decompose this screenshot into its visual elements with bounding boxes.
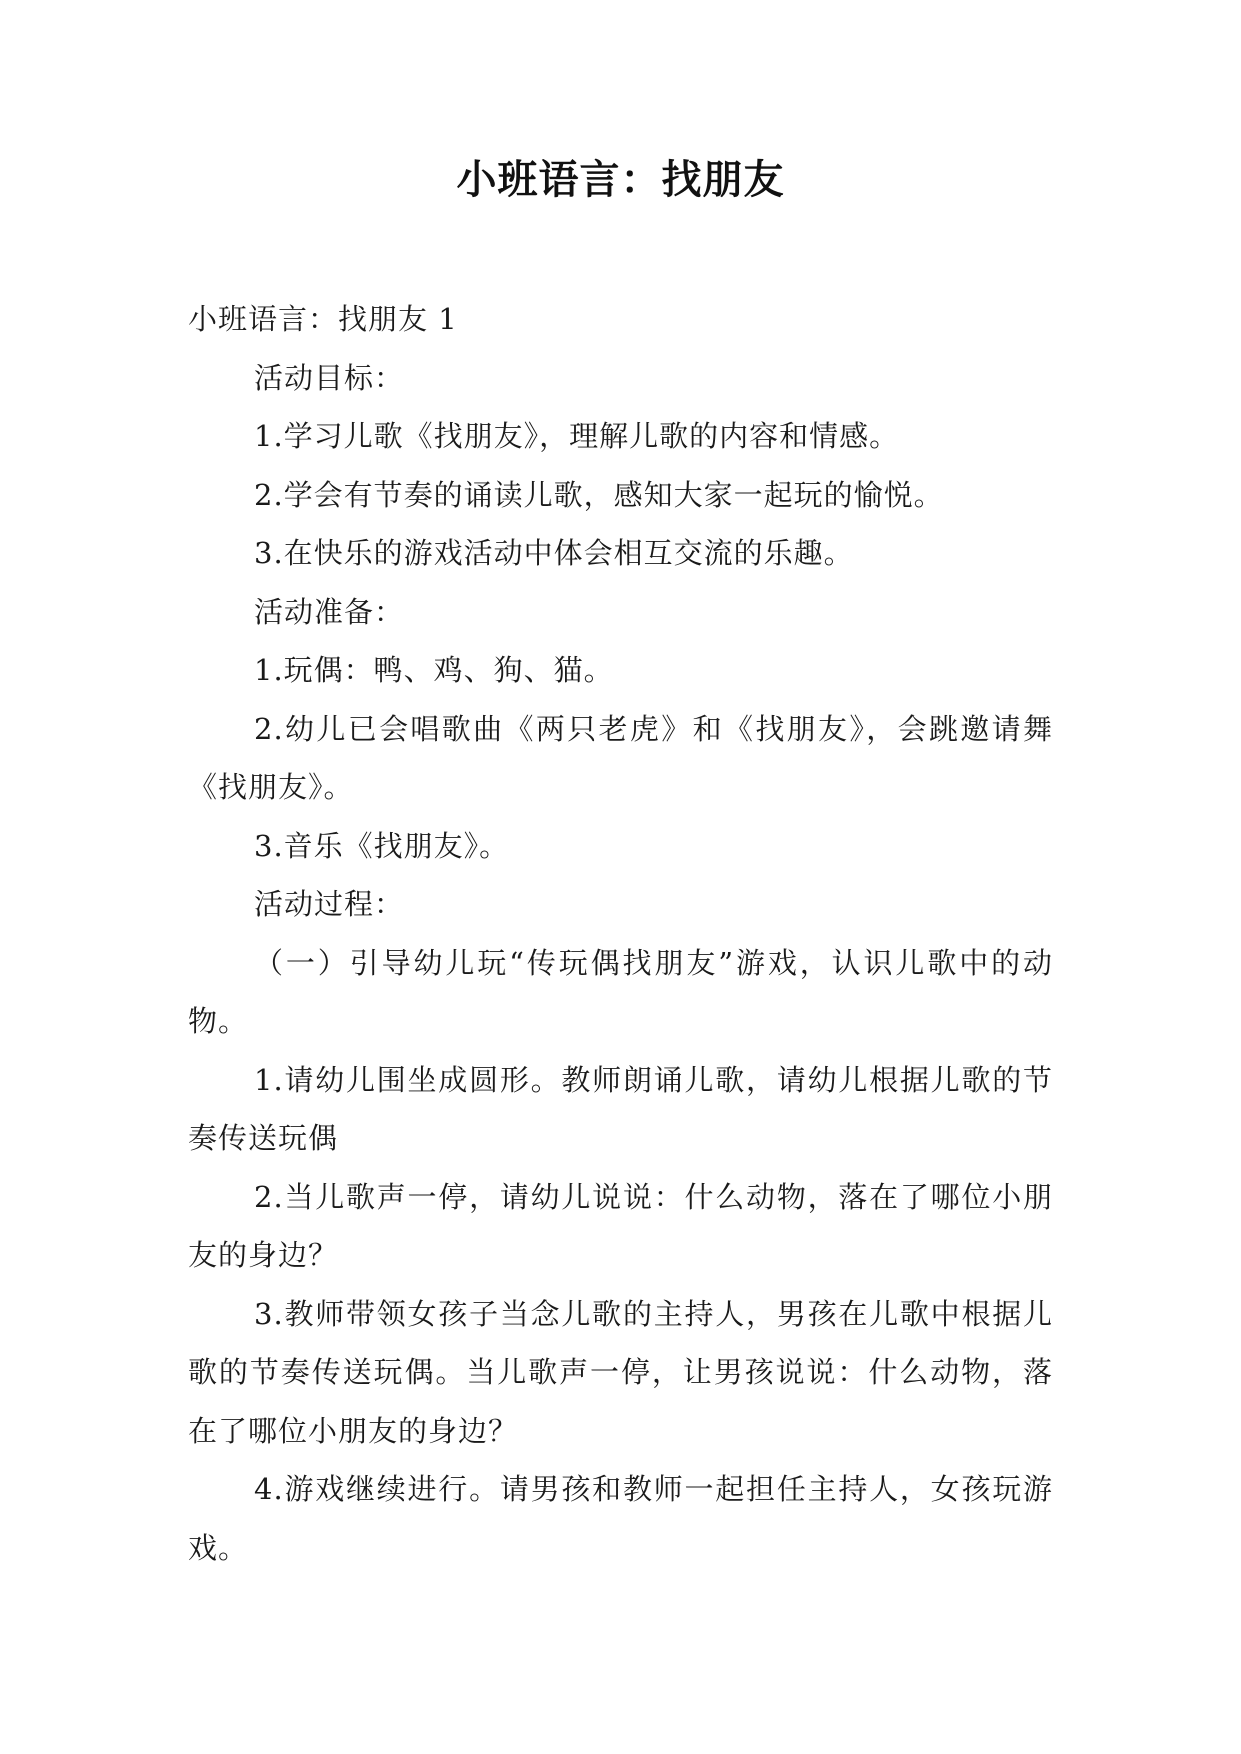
paragraph: 1.请幼儿围坐成圆形。教师朗诵儿歌，请幼儿根据儿歌的节奏传送玩偶 bbox=[188, 1062, 1053, 1155]
paragraph: 活动准备： bbox=[254, 594, 405, 629]
paragraph: 2.当儿歌声一停，请幼儿说说：什么动物，落在了哪位小朋友的身边？ bbox=[188, 1179, 1053, 1272]
paragraph: 3.音乐《找朋友》。 bbox=[254, 828, 510, 863]
paragraph: 3.教师带领女孩子当念儿歌的主持人，男孩在儿歌中根据儿歌的节奏传送玩偶。当儿歌声一停，让男孩说说：什么动物，落在了哪位小朋友的身边？ bbox=[188, 1296, 1053, 1448]
paragraph: 活动过程： bbox=[254, 887, 405, 921]
paragraph: 1.玩偶：鸭、鸡、狗、猫。 bbox=[254, 653, 614, 687]
paragraph: （一）引导幼儿玩“传玩偶找朋友”游戏，认识儿歌中的动物。 bbox=[188, 945, 1053, 1038]
paragraph: 2.幼儿已会唱歌曲《两只老虎》和《找朋友》，会跳邀请舞《找朋友》。 bbox=[188, 711, 1053, 804]
document-body bbox=[188, 290, 1053, 1577]
paragraph: 4.游戏继续进行。请男孩和教师一起担任主持人，女孩玩游戏。 bbox=[188, 1472, 1053, 1565]
section-heading: 小班语言：找朋友 1 bbox=[188, 302, 458, 336]
paragraph: 1.学习儿歌《找朋友》，理解儿歌的内容和情感。 bbox=[254, 419, 900, 453]
paragraph: 2.学会有节奏的诵读儿歌，感知大家一起玩的愉悦。 bbox=[254, 477, 944, 512]
paragraph: 3.在快乐的游戏活动中体会相互交流的乐趣。 bbox=[254, 536, 854, 570]
paragraph: 活动目标： bbox=[254, 360, 405, 395]
document-title: 小班语言：找朋友 bbox=[456, 156, 785, 203]
